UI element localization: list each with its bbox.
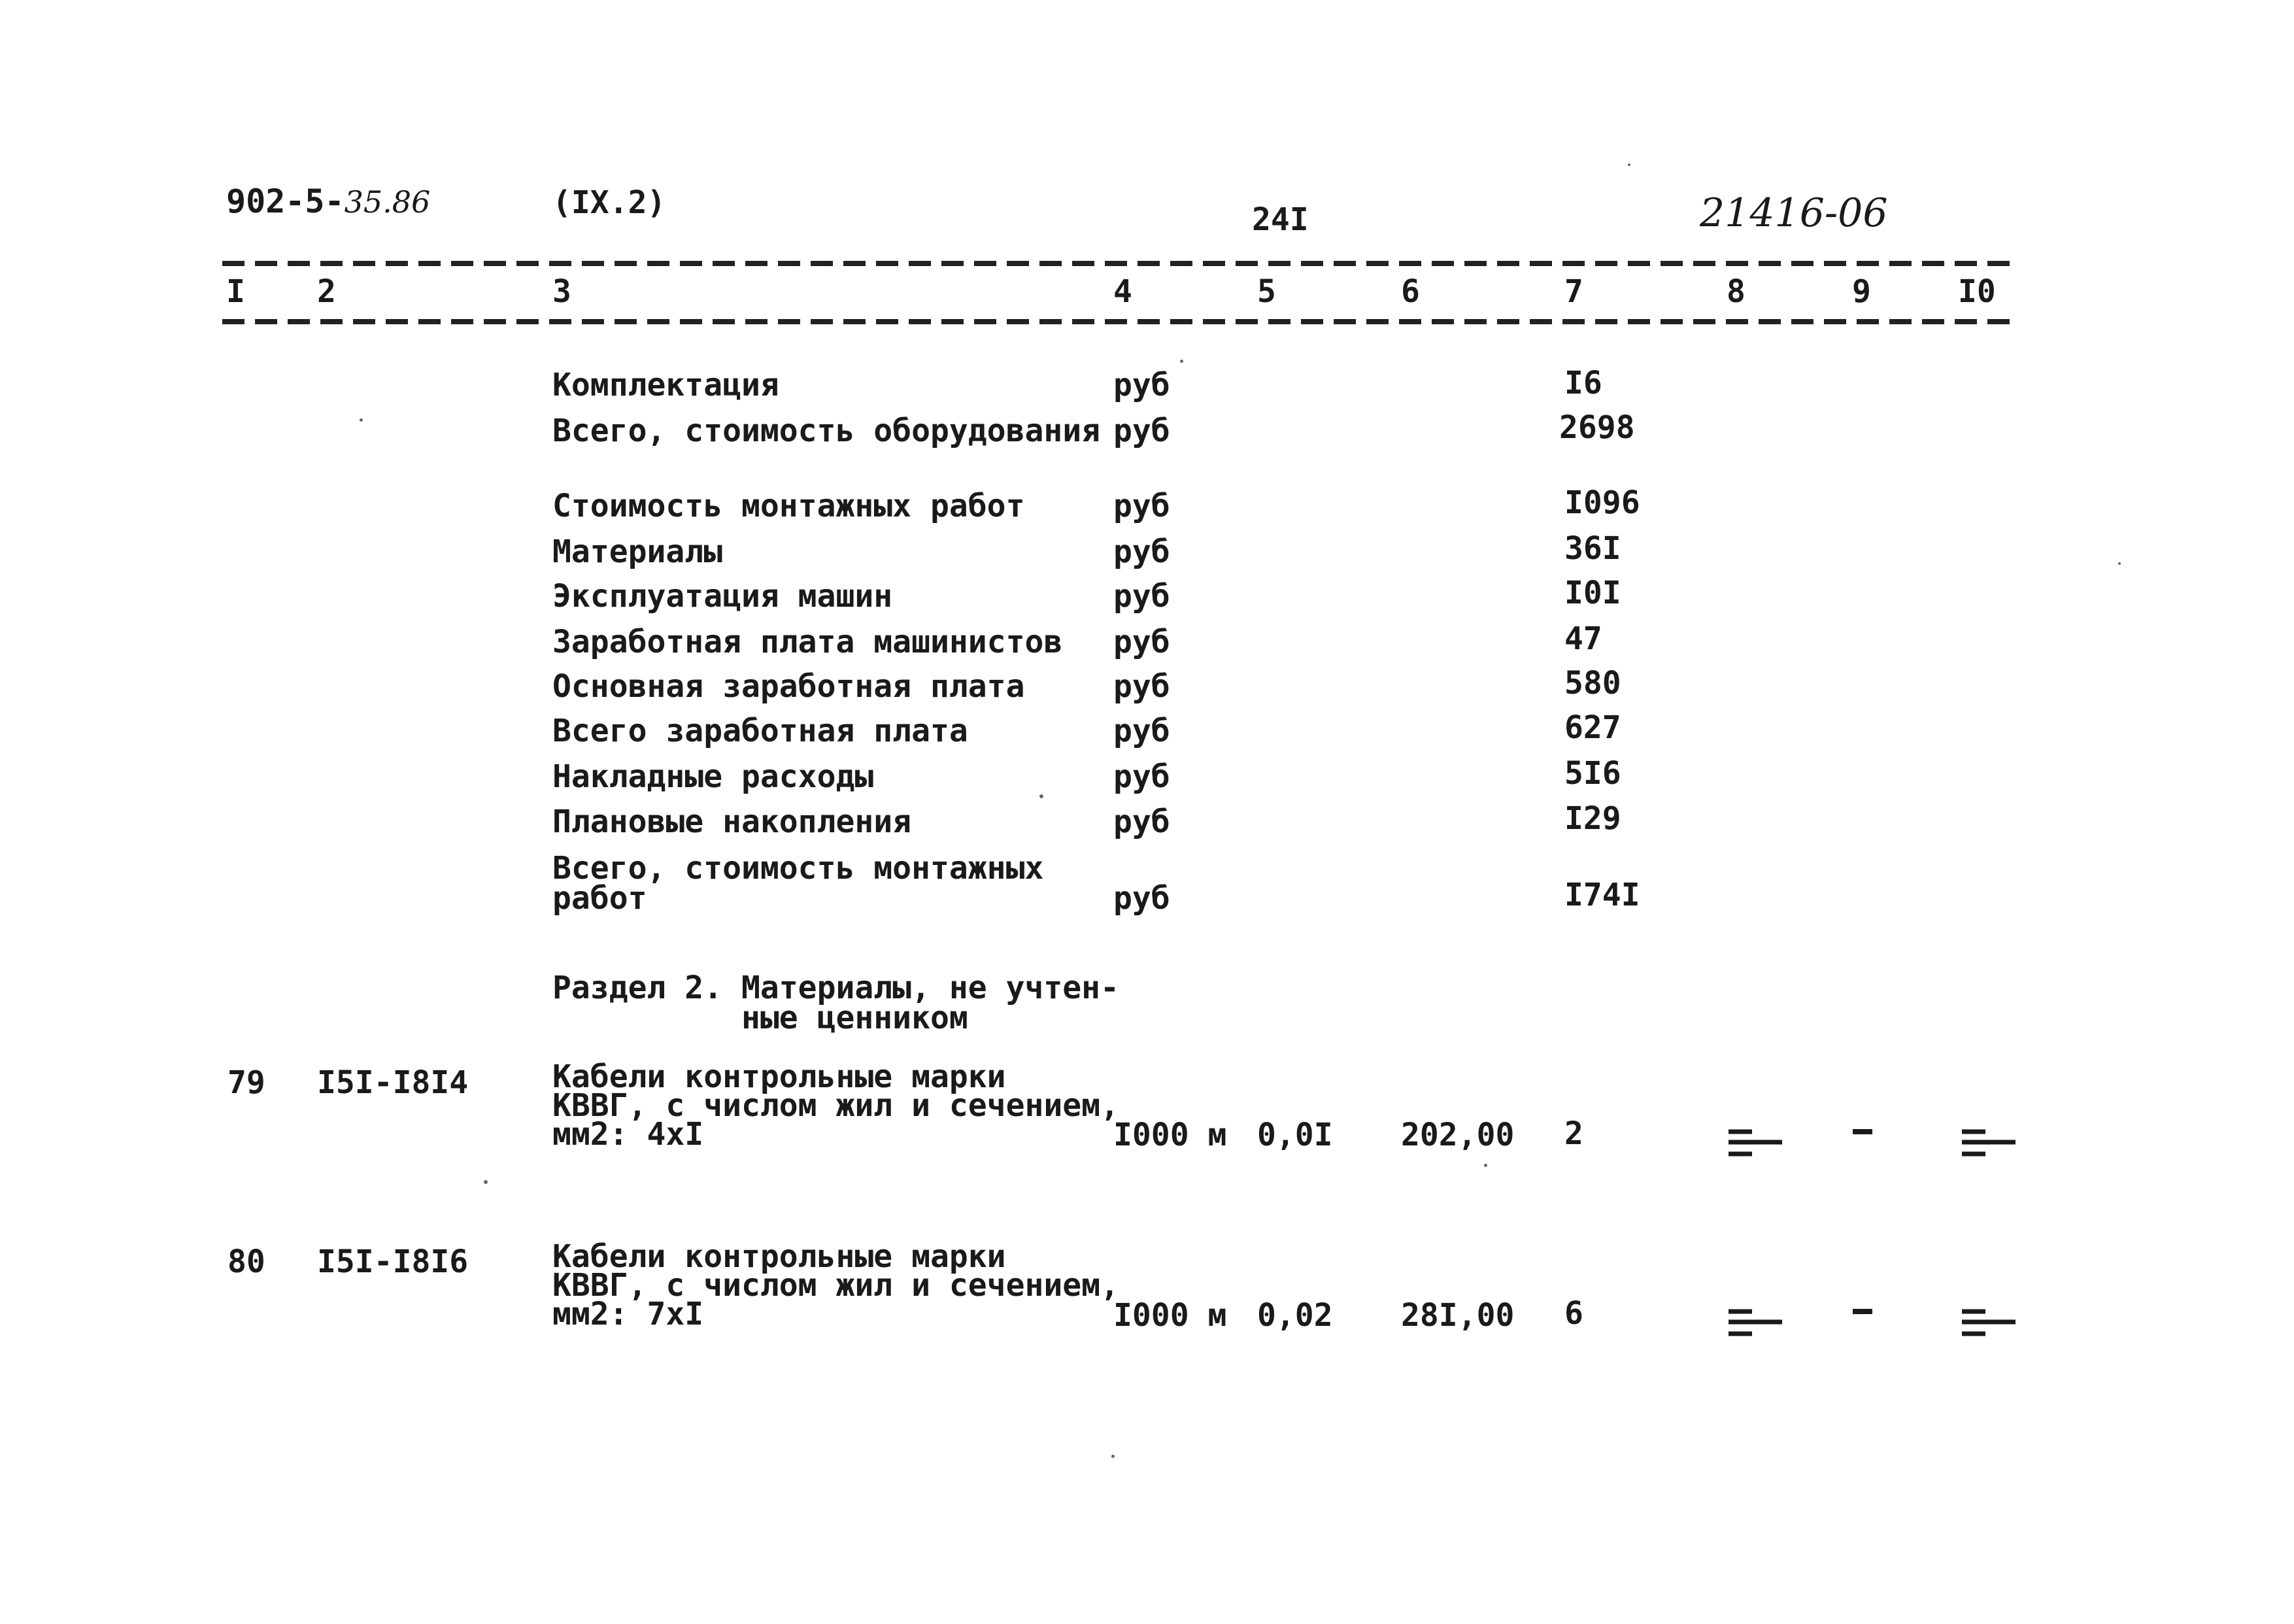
scan-speck xyxy=(1180,360,1183,363)
column-number-9: 9 xyxy=(1852,273,1871,310)
empty-cell-mark-col10 xyxy=(1959,1308,2018,1347)
header-rule-bottom xyxy=(222,319,2017,324)
scan-speck xyxy=(360,418,363,422)
summary-row-name: Материалы xyxy=(552,533,723,570)
column-number-10: I0 xyxy=(1958,273,1996,310)
summary-row-name: Плановые накопления xyxy=(552,804,912,840)
item-number: 80 xyxy=(228,1243,265,1280)
summary-row-value: I0I xyxy=(1564,575,1621,611)
scan-speck xyxy=(1111,1455,1115,1458)
summary-row-value: 2698 xyxy=(1559,409,1635,446)
doc-code-handwritten: 35.86 xyxy=(344,184,431,220)
summary-row-unit: руб xyxy=(1113,533,1170,570)
summary-row-value: 580 xyxy=(1564,665,1621,702)
summary-row-unit: руб xyxy=(1113,624,1170,660)
summary-row-unit: руб xyxy=(1113,880,1170,917)
scan-speck xyxy=(484,1180,488,1184)
scan-speck xyxy=(2118,562,2121,565)
column-number-8: 8 xyxy=(1727,273,1746,310)
scan-speck xyxy=(1484,1164,1487,1167)
summary-row-unit: руб xyxy=(1113,668,1170,705)
column-number-6: 6 xyxy=(1401,273,1420,310)
summary-row-name: Всего, стоимость монтажных работ xyxy=(552,850,1044,917)
empty-cell-mark-col10 xyxy=(1959,1128,2018,1167)
item-quantity: 0,02 xyxy=(1257,1297,1333,1334)
doc-code-printed: 902-5- xyxy=(226,182,345,220)
empty-cell-mark-col9 xyxy=(1850,1308,1876,1321)
summary-row-unit: руб xyxy=(1113,713,1170,749)
summary-row-value: I74I xyxy=(1564,877,1640,913)
item-quantity: 0,0I xyxy=(1257,1117,1333,1153)
section-reference: (IX.2) xyxy=(552,184,666,221)
column-number-3: 3 xyxy=(552,273,571,310)
item-description: Кабели контрольные марки КВВГ, с числом жил и сечением, мм2: 4хI xyxy=(552,1058,1119,1153)
item-price: 202,00 xyxy=(1401,1117,1515,1153)
item-total: 2 xyxy=(1564,1115,1583,1152)
summary-row-value: 36I xyxy=(1564,530,1621,567)
summary-row-unit: руб xyxy=(1113,758,1170,795)
summary-row-unit: руб xyxy=(1113,578,1170,615)
item-price: 28I,00 xyxy=(1401,1297,1515,1334)
item-unit: I000 м xyxy=(1113,1117,1227,1153)
scan-speck xyxy=(1039,794,1043,798)
summary-row-value: 5I6 xyxy=(1564,755,1621,792)
doc-code xyxy=(226,182,431,220)
section-title: Раздел 2. Материалы, не учтен- ные ценником xyxy=(552,970,1119,1036)
summary-row-name: Стоимость монтажных работ xyxy=(552,488,1025,524)
summary-row-value: 627 xyxy=(1564,709,1621,746)
header-rule-top xyxy=(222,261,2017,266)
summary-row-name: Эксплуатация машин xyxy=(552,578,893,615)
summary-row-value: 47 xyxy=(1564,620,1602,657)
item-total: 6 xyxy=(1564,1295,1583,1332)
summary-row-value: I6 xyxy=(1564,365,1602,401)
column-number-7: 7 xyxy=(1564,273,1583,310)
summary-row-name: Основная заработная плата xyxy=(552,668,1025,705)
summary-row-name: Комплектация xyxy=(552,367,779,403)
empty-cell-mark-col8 xyxy=(1726,1128,1785,1167)
item-unit: I000 м xyxy=(1113,1297,1227,1334)
summary-row-unit: руб xyxy=(1113,804,1170,840)
item-description: Кабели контрольные марки КВВГ, с числом жил и сечением, мм2: 7хI xyxy=(552,1238,1119,1332)
item-code: I5I-I8I6 xyxy=(317,1243,469,1280)
empty-cell-mark-col8 xyxy=(1726,1308,1785,1347)
item-number: 79 xyxy=(228,1064,265,1101)
summary-row-unit: руб xyxy=(1113,488,1170,524)
column-number-1: I xyxy=(226,273,245,310)
scan-speck xyxy=(1628,163,1630,166)
item-code: I5I-I8I4 xyxy=(317,1064,469,1101)
summary-row-value: I096 xyxy=(1564,484,1640,521)
summary-row-unit: руб xyxy=(1113,413,1170,449)
summary-row-name: Накладные расходы xyxy=(552,758,874,795)
page-number: 24I xyxy=(1252,201,1309,238)
sheet-code: 21416-06 xyxy=(1700,190,1888,236)
summary-row-unit: руб xyxy=(1113,367,1170,403)
summary-row-name: Всего заработная плата xyxy=(552,713,968,749)
summary-row-name: Всего, стоимость оборудования xyxy=(552,413,1101,449)
summary-row-value: I29 xyxy=(1564,800,1621,837)
column-number-2: 2 xyxy=(317,273,336,310)
column-number-5: 5 xyxy=(1257,273,1276,310)
empty-cell-mark-col9 xyxy=(1850,1128,1876,1141)
column-number-4: 4 xyxy=(1113,273,1132,310)
summary-row-name: Заработная плата машинистов xyxy=(552,624,1063,660)
